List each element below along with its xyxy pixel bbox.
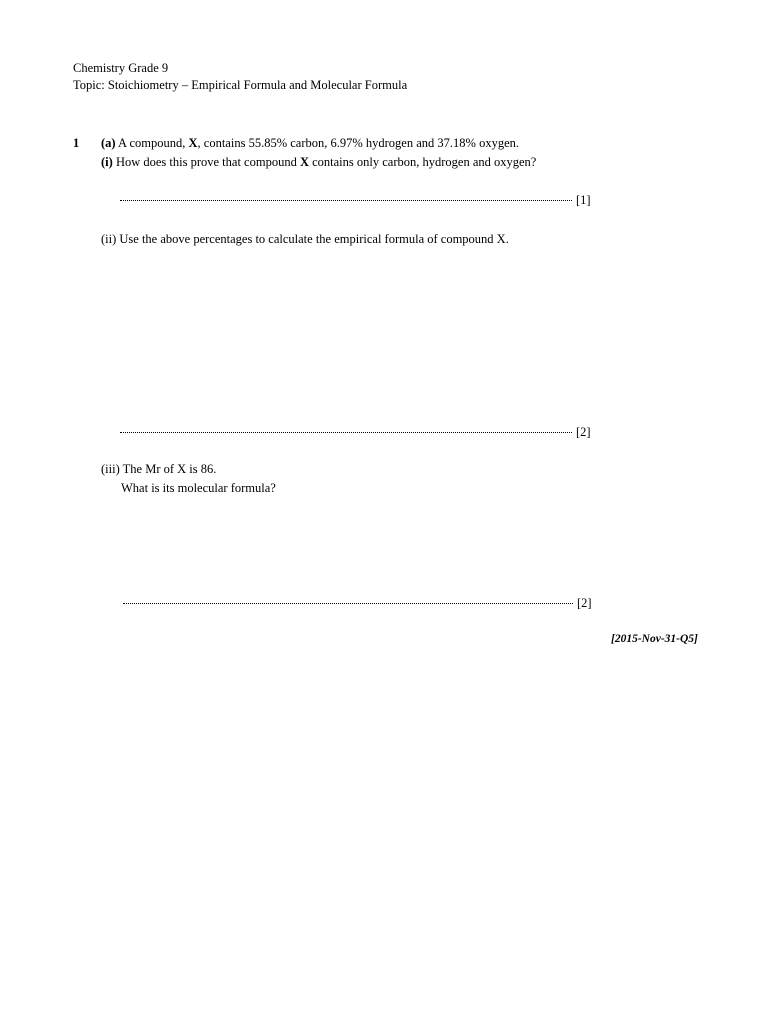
part-iii-marks: [2]	[577, 596, 592, 610]
part-i-compound-x: X	[299, 155, 309, 169]
header-topic: Topic: Stoichiometry – Empirical Formula and Molecular Formula	[73, 78, 408, 92]
part-i-answer-line[interactable]	[120, 191, 591, 209]
header-subject: Chemistry Grade 9	[73, 61, 169, 75]
part-i-text-before: How does this prove that compound	[115, 155, 297, 169]
part-a-text-before: A compound,	[118, 136, 186, 150]
answer-dotted-line	[123, 602, 573, 604]
part-ii-answer-line[interactable]	[120, 423, 591, 441]
past-paper-reference: [2015-Nov-31-Q5]	[611, 633, 698, 645]
part-a-compound-x: X	[188, 136, 198, 150]
part-iii-subtext: What is its molecular formula?	[121, 481, 276, 495]
part-a-text	[101, 134, 519, 152]
part-a-label: (a)	[101, 136, 116, 150]
answer-dotted-line	[120, 199, 572, 201]
part-a-text-after: , contains 55.85% carbon, 6.97% hydrogen and 37.18% oxygen.	[197, 136, 519, 150]
question-number: 1	[73, 136, 80, 150]
part-i-text	[101, 153, 536, 171]
part-i-text-after: contains only carbon, hydrogen and oxygen?	[312, 155, 537, 169]
part-ii-text: (ii) Use the above percentages to calculate the empirical formula of compound X.	[101, 232, 509, 246]
answer-dotted-line	[120, 431, 572, 433]
part-ii-marks: [2]	[576, 425, 591, 439]
part-i-label: (i)	[101, 155, 113, 169]
part-iii-text: (iii) The Mr of X is 86.	[101, 462, 217, 476]
part-iii-answer-line[interactable]	[123, 594, 592, 612]
part-i-marks: [1]	[576, 193, 591, 207]
